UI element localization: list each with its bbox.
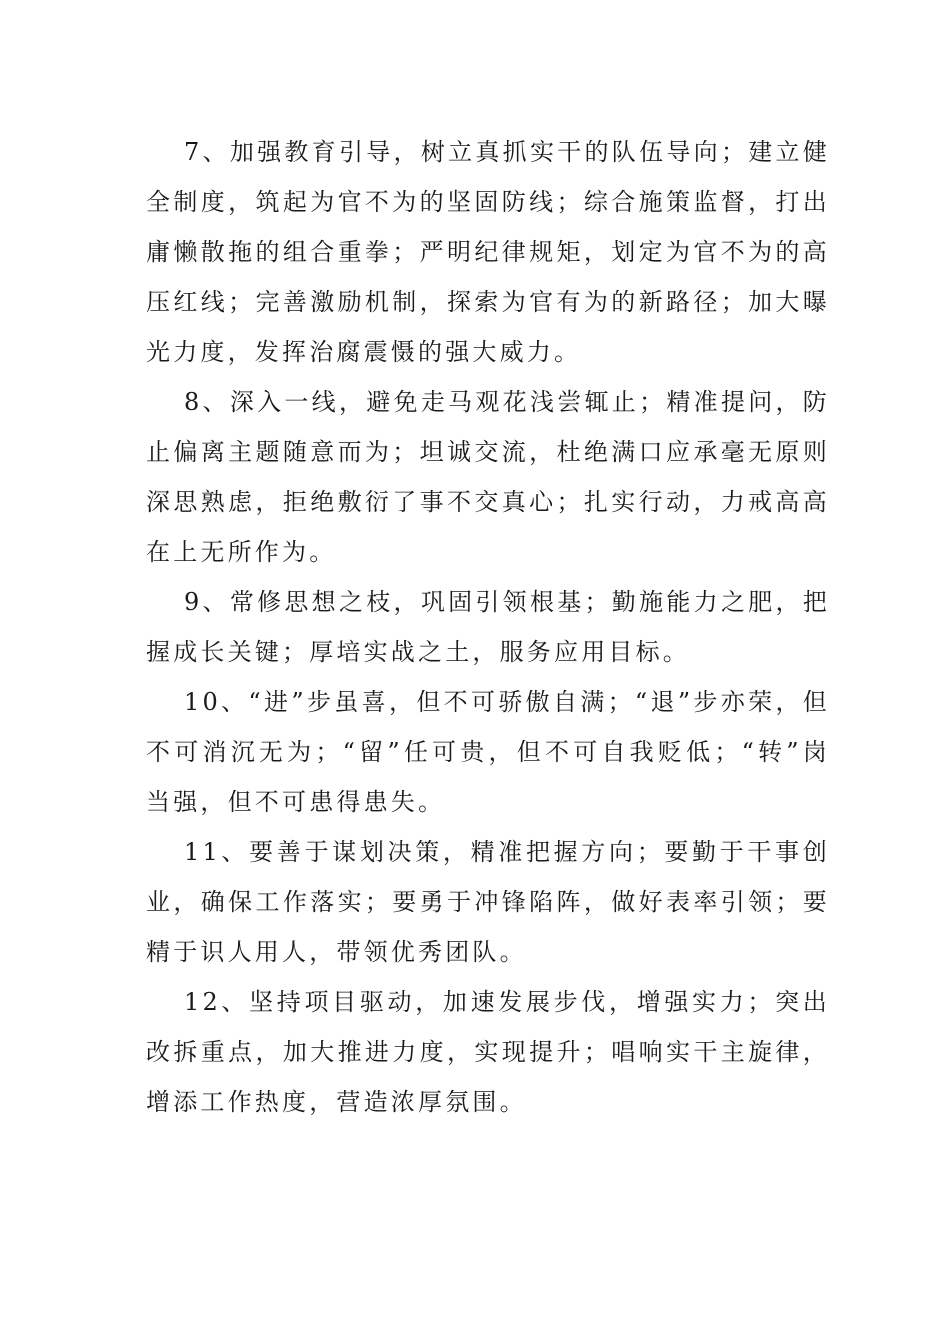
paragraph-12: 12、坚持项目驱动，加速发展步伐，增强实力；突出改拆重点，加大推进力度，实现提升；唱响实干主旋律，增添工作热度，营造浓厚氛围。: [146, 988, 830, 1116]
paragraph-7: 7、加强教育引导，树立真抓实干的队伍导向；建立健全制度，筑起为官不为的坚固防线；综合施策监督，打出庸懒散拖的组合重拳；严明纪律规矩，划定为官不为的高压红线；完善激励机制，探索为官有为的新路径；加大曝光力度，发挥治腐震慑的强大威力。: [146, 138, 830, 366]
paragraph-10: 10、“进”步虽喜，但不可骄傲自满；“退”步亦荣，但不可消沉无为；“留”任可贵，但不可自我贬低；“转”岗当强，但不可患得患失。: [146, 688, 830, 816]
document-body: [146, 127, 830, 1127]
paragraph-9: 9、常修思想之枝，巩固引领根基；勤施能力之肥，把握成长关键；厚培实战之土，服务应用目标。: [146, 588, 830, 666]
paragraph-11: 11、要善于谋划决策，精准把握方向；要勤于干事创业，确保工作落实；要勇于冲锋陷阵，做好表率引领；要精于识人用人，带领优秀团队。: [146, 838, 830, 966]
paragraph-8: 8、深入一线，避免走马观花浅尝辄止；精准提问，防止偏离主题随意而为；坦诚交流，杜绝满口应承毫无原则深思熟虑，拒绝敷衍了事不交真心；扎实行动，力戒高高在上无所作为。: [146, 388, 830, 566]
